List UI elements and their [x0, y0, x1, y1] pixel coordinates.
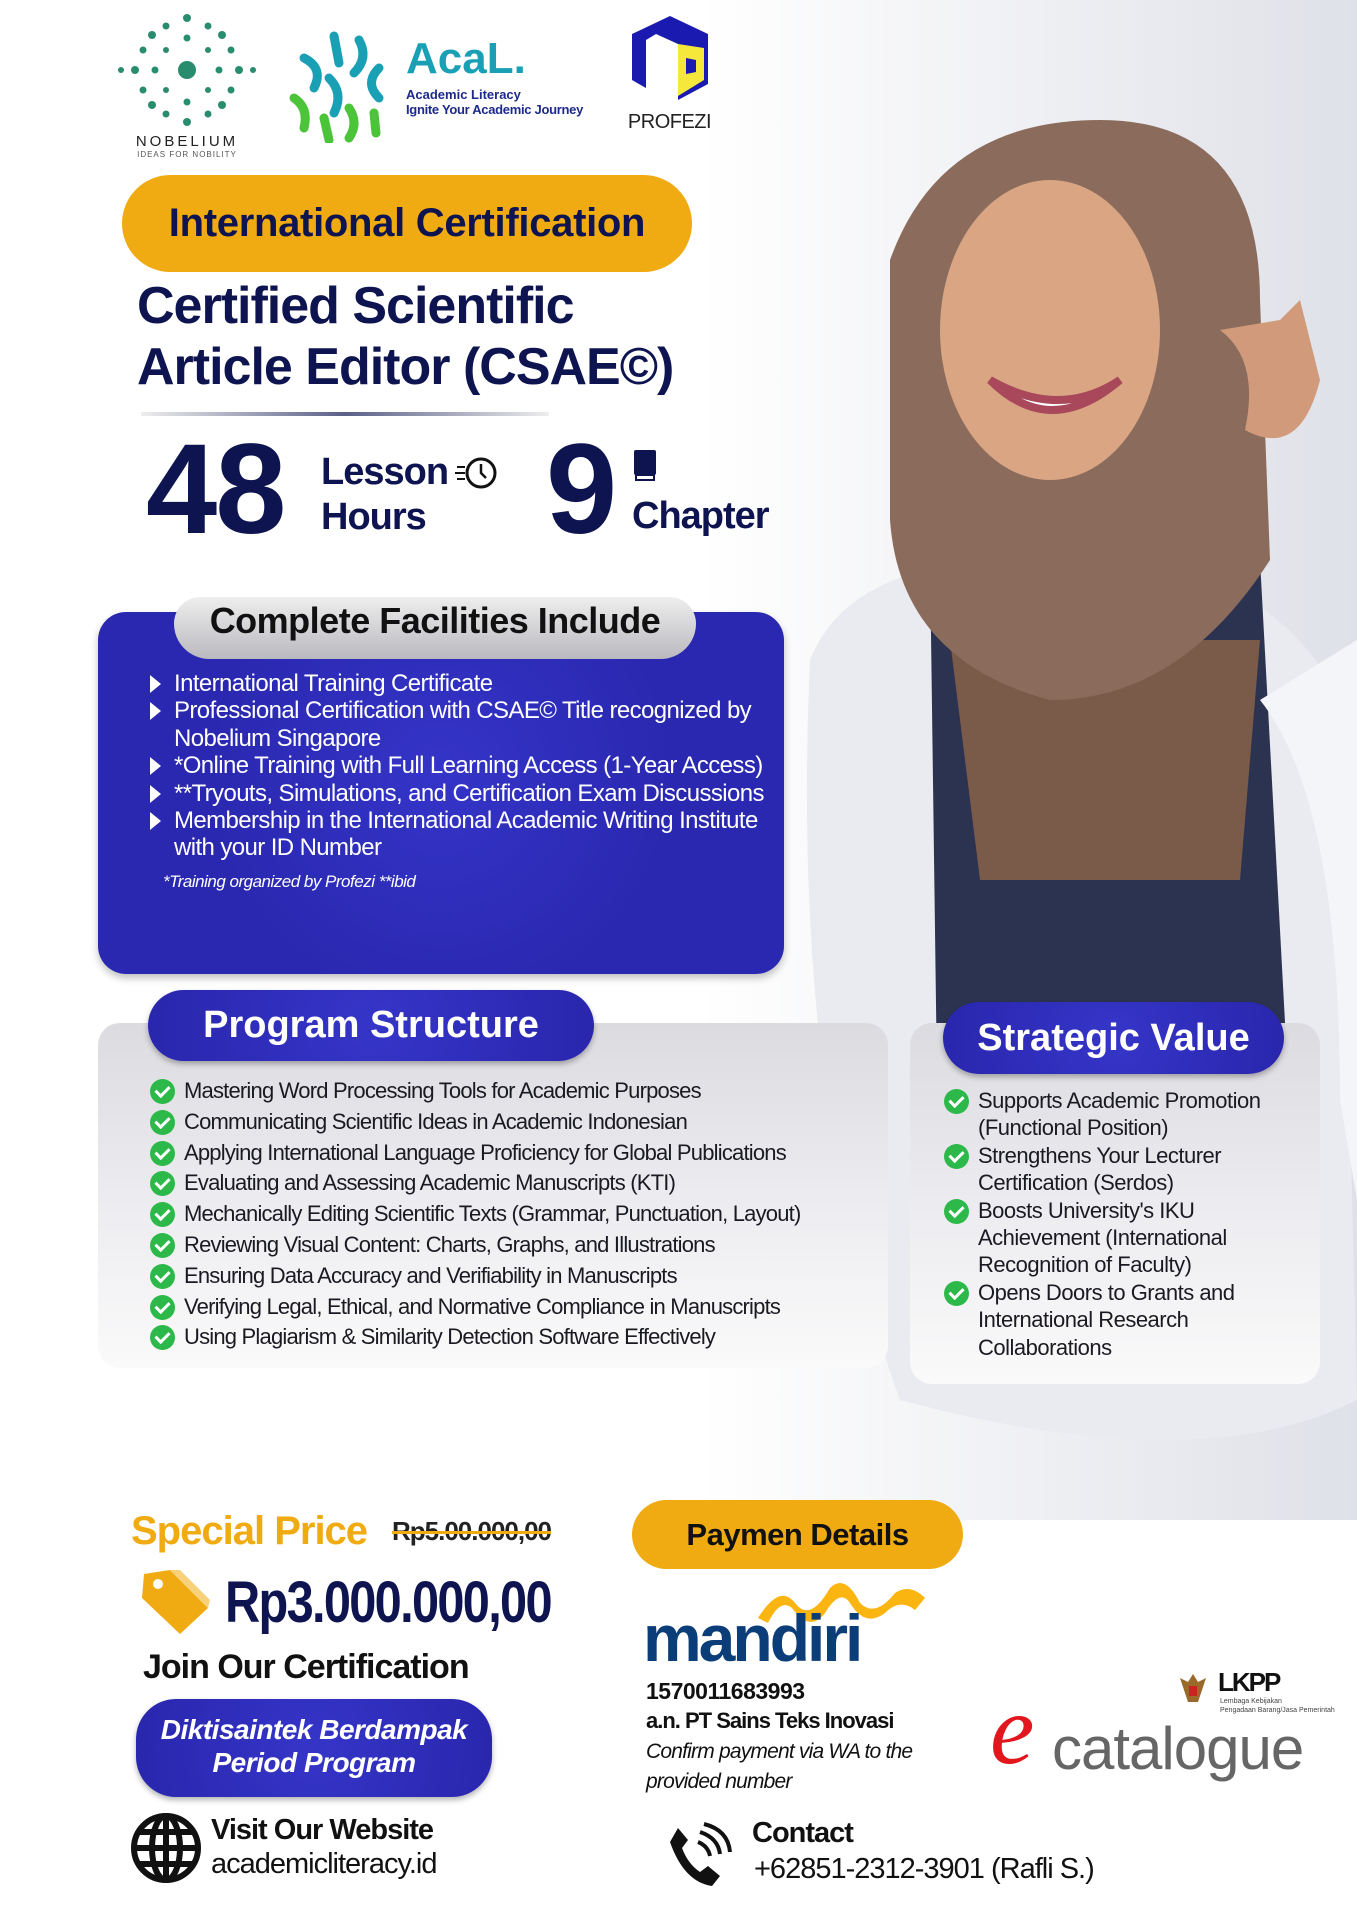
international-certification-badge: International Certification	[122, 175, 692, 272]
acal-name: AcaL.	[406, 34, 526, 83]
triangle-bullet-icon	[150, 785, 161, 803]
nobelium-logo	[116, 8, 258, 168]
price-tag-icon	[140, 1568, 212, 1636]
program-item	[150, 1107, 890, 1138]
lkpp-label: LKPP	[1218, 1667, 1280, 1697]
program-list	[150, 1076, 890, 1353]
triangle-bullet-icon	[150, 757, 161, 775]
program-item	[150, 1261, 890, 1292]
strategic-text: Opens Doors to Grants and International Research Collaborations	[978, 1279, 1235, 1360]
program-text: Ensuring Data Accuracy and Verifiability in Manuscripts	[184, 1262, 677, 1288]
program-text: Communicating Scientific Ideas in Academic Indonesian	[184, 1108, 688, 1134]
facility-text: *Online Training with Full Learning Access (1-Year Access)	[174, 752, 763, 780]
check-icon	[150, 1141, 175, 1166]
title-line1: Certified Scientific	[137, 277, 574, 335]
mandiri-logo: mandiri	[643, 1601, 861, 1675]
acal-line2: Ignite Your Academic Journey	[406, 102, 584, 117]
program-period-button[interactable]	[136, 1699, 492, 1797]
nobelium-name: NOBELIUM	[135, 133, 239, 150]
check-icon	[150, 1233, 175, 1258]
clock-icon	[455, 455, 497, 491]
nobelium-tagline: IDEAS FOR NOBILITY	[137, 150, 237, 159]
contact-phone[interactable]: +62851-2312-3901 (Rafli S.)	[754, 1853, 1094, 1885]
facility-item	[148, 697, 768, 752]
program-period-line2: Period Program	[212, 1747, 416, 1778]
account-holder: a.n. PT Sains Teks Inovasi	[646, 1708, 894, 1733]
check-icon	[150, 1202, 175, 1227]
strategic-item	[944, 1279, 1304, 1361]
ecatalogue-logo	[990, 1668, 1350, 1788]
title-divider	[141, 412, 549, 416]
lesson-label-line1: Lesson	[321, 451, 449, 493]
chapter-label: Chapter	[632, 495, 769, 537]
program-text: Mechanically Editing Scientific Texts (Grammar, Punctuation, Layout)	[184, 1201, 801, 1227]
program-title: Program Structure	[148, 990, 594, 1061]
facility-item	[148, 780, 768, 807]
chapter-count: 9	[546, 418, 618, 561]
special-price-label: Special Price	[131, 1509, 368, 1553]
check-icon	[944, 1144, 969, 1169]
strategic-title: Strategic Value	[943, 1002, 1284, 1074]
acal-swirl-icon	[284, 28, 396, 143]
facility-text: Professional Certification with CSAE© Title recognized by Nobelium Singapore	[174, 697, 752, 752]
check-icon	[150, 1295, 175, 1320]
profezi-name: PROFEZI	[627, 111, 712, 133]
payment-note-line2: provided number	[646, 1770, 792, 1793]
nobelium-dots-icon	[116, 8, 258, 128]
profezi-logo	[622, 14, 717, 134]
strategic-text: Supports Academic Promotion (Functional Position)	[978, 1088, 1261, 1141]
old-price: Rp5.00.000,00	[392, 1516, 552, 1546]
payment-details-badge: Paymen Details	[632, 1500, 963, 1569]
strategic-text: Boosts University's IKU Achievement (International Recognition of Faculty)	[978, 1197, 1227, 1278]
program-item	[150, 1292, 890, 1323]
facility-item	[148, 807, 768, 862]
website-url[interactable]: academicliteracy.id	[211, 1848, 437, 1880]
payment-note-line1: Confirm payment via WA to the	[646, 1740, 913, 1763]
payment-note	[646, 1737, 912, 1797]
contact-label: Contact	[752, 1817, 853, 1849]
profezi-mark-icon	[628, 14, 712, 106]
strategic-item	[944, 1142, 1304, 1197]
check-icon	[944, 1089, 969, 1114]
triangle-bullet-icon	[150, 812, 161, 830]
program-text: Using Plagiarism & Similarity Detection Software Effectively	[184, 1324, 716, 1350]
course-title	[137, 276, 673, 398]
lesson-label	[321, 450, 448, 540]
strategic-item	[944, 1197, 1304, 1279]
lesson-count: 48	[146, 418, 285, 561]
facility-text: International Training Certificate	[174, 670, 493, 697]
facilities-title: Complete Facilities Include	[174, 597, 696, 659]
ecatalogue-text: catalogue	[1052, 1715, 1304, 1782]
current-price: Rp3.000.000,00	[225, 1570, 551, 1635]
phone-icon	[664, 1822, 736, 1890]
garuda-emblem-icon	[1178, 1672, 1208, 1708]
ecatalogue-e: e	[990, 1674, 1035, 1785]
program-text: Verifying Legal, Ethical, and Normative Compliance in Manuscripts	[184, 1293, 781, 1319]
triangle-bullet-icon	[150, 675, 161, 693]
check-icon	[150, 1264, 175, 1289]
acal-line1: Academic Literacy	[406, 87, 521, 102]
acal-logo	[284, 28, 614, 143]
account-number: 1570011683993	[646, 1678, 805, 1704]
facilities-content	[148, 670, 768, 892]
check-icon	[150, 1171, 175, 1196]
facility-item	[148, 670, 768, 697]
facilities-note: *Training organized by Profezi **ibid	[163, 871, 416, 891]
program-item	[150, 1138, 890, 1169]
check-icon	[150, 1079, 175, 1104]
program-item	[150, 1199, 890, 1230]
program-item	[150, 1230, 890, 1261]
lkpp-sub1: Lembaga Kebijakan	[1220, 1698, 1282, 1705]
check-icon	[944, 1199, 969, 1224]
program-item	[150, 1168, 890, 1199]
book-icon	[632, 450, 658, 482]
program-period-line1: Diktisaintek Berdampak	[160, 1714, 468, 1745]
lkpp-sub2: Pengadaan Barang/Jasa Pemerintah	[1220, 1707, 1335, 1714]
program-text: Evaluating and Assessing Academic Manuscripts (KTI)	[184, 1170, 676, 1196]
facility-text: **Tryouts, Simulations, and Certification Exam Discussions	[174, 779, 764, 807]
check-icon	[150, 1325, 175, 1350]
lesson-label-line2: Hours	[321, 496, 426, 538]
check-icon	[944, 1281, 969, 1306]
strategic-item	[944, 1087, 1304, 1142]
title-line2: Article Editor (CSAE©)	[137, 338, 674, 396]
join-certification: Join Our Certification	[143, 1648, 469, 1686]
program-item	[150, 1076, 890, 1107]
program-text: Applying International Language Proficiency for Global Publications	[184, 1139, 786, 1165]
facility-text: Membership in the International Academic Writing Institute with your ID Number	[174, 807, 758, 862]
program-text: Reviewing Visual Content: Charts, Graphs, and Illustrations	[184, 1231, 715, 1257]
check-icon	[150, 1110, 175, 1135]
website-label: Visit Our Website	[211, 1814, 434, 1846]
strategic-text: Strengthens Your Lecturer Certification (Serdos)	[978, 1142, 1222, 1196]
program-item	[150, 1322, 890, 1353]
facility-item	[148, 752, 768, 779]
facilities-list	[148, 670, 768, 862]
triangle-bullet-icon	[150, 702, 161, 720]
globe-icon	[130, 1812, 202, 1884]
strategic-list	[944, 1087, 1304, 1361]
program-text: Mastering Word Processing Tools for Academic Purposes	[184, 1078, 701, 1103]
